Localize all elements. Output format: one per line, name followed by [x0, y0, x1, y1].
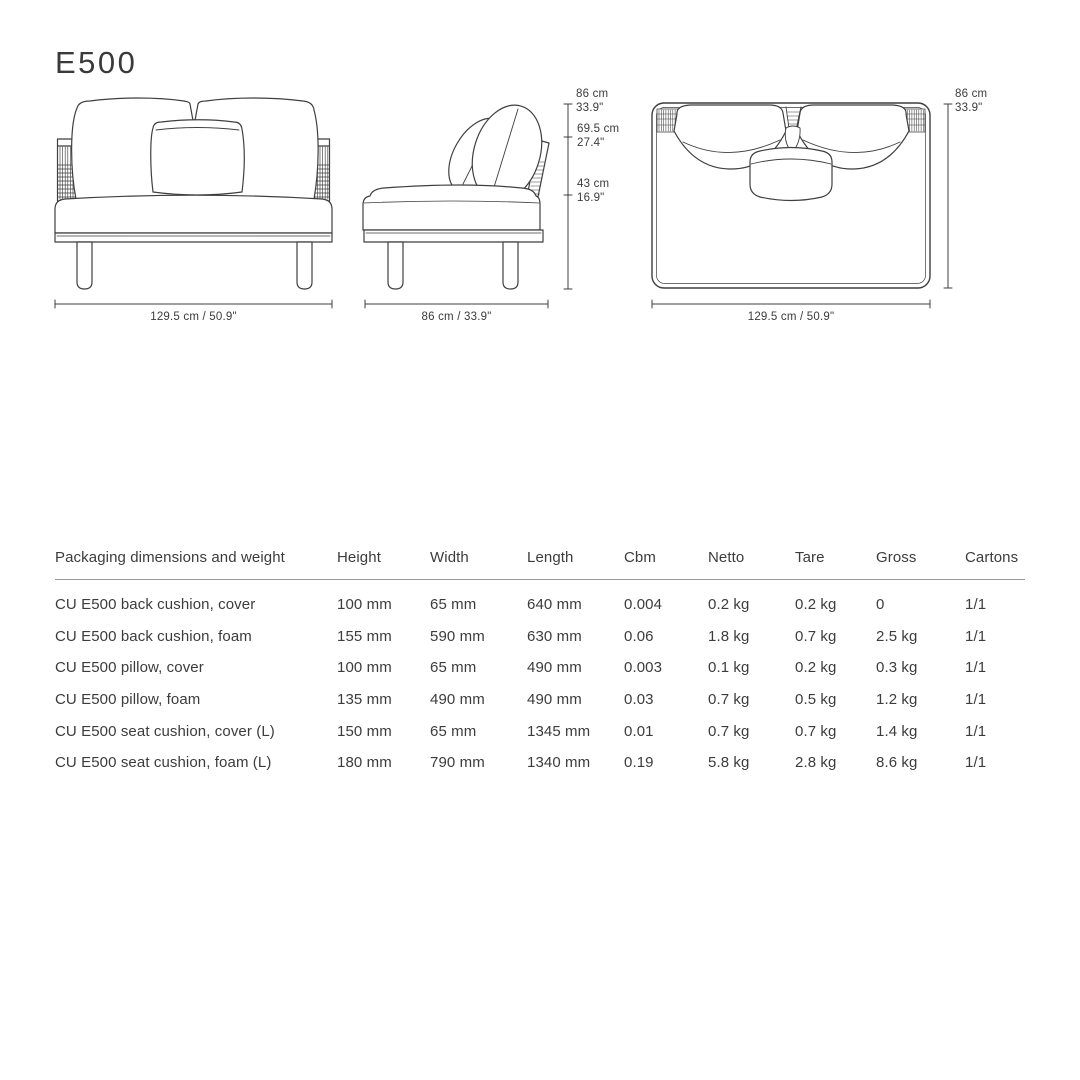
table-row: [55, 747, 1025, 779]
side-height-label-total-cm: 86 cm: [576, 88, 609, 100]
side-height-label-total-inch: 33.9": [576, 101, 604, 114]
table-cell: CU E500 seat cushion, foam (L): [55, 754, 272, 772]
table-cell: 0.5 kg: [795, 691, 837, 709]
table-cell: 2.8 kg: [795, 754, 837, 772]
table-cell: 1.4 kg: [876, 722, 918, 740]
top-width-label: 129.5 cm / 50.9": [747, 311, 835, 323]
table-row: [55, 621, 1025, 653]
table-cell: 0.2 kg: [795, 596, 837, 614]
table-cell: 1/1: [965, 627, 987, 645]
table-cell: CU E500 back cushion, cover: [55, 596, 256, 614]
table-row: [55, 589, 1025, 621]
table-cell: 0: [876, 596, 885, 614]
table-cell: 65 mm: [430, 659, 477, 677]
product-drawings: [0, 0, 1080, 345]
top-depth-label-inch: 33.9": [955, 101, 983, 114]
table-row: [55, 652, 1025, 684]
table-row: [55, 684, 1025, 716]
table-cell: 135 mm: [337, 691, 392, 709]
table-cell: 100 mm: [337, 659, 392, 677]
side-height-label-seat-inch: 16.9": [577, 191, 605, 204]
table-cell: 0.004: [624, 596, 663, 614]
table-cell: 0.7 kg: [708, 691, 750, 709]
table-header-cell: Tare: [795, 549, 825, 566]
table-row: [55, 715, 1025, 747]
table-cell: 2.5 kg: [876, 627, 918, 645]
table-cell: 0.7 kg: [795, 722, 837, 740]
packaging-table-body: [55, 580, 1025, 779]
table-cell: 0.03: [624, 691, 654, 709]
table-cell: 490 mm: [430, 691, 485, 709]
table-header-cell: Packaging dimensions and weight: [55, 549, 285, 566]
table-cell: CU E500 back cushion, foam: [55, 627, 252, 645]
side-height-label-back: [577, 123, 619, 150]
table-cell: 65 mm: [430, 722, 477, 740]
table-cell: 100 mm: [337, 596, 392, 614]
table-header-cell: Gross: [876, 549, 917, 566]
table-cell: 180 mm: [337, 754, 392, 772]
table-cell: 640 mm: [527, 596, 582, 614]
table-cell: CU E500 pillow, cover: [55, 659, 204, 677]
table-cell: 0.7 kg: [708, 722, 750, 740]
front-view-drawing: [55, 98, 332, 308]
table-header-cell: Width: [430, 549, 469, 566]
table-cell: 0.06: [624, 627, 654, 645]
front-width-label: 129.5 cm / 50.9": [150, 311, 237, 323]
table-cell: 0.19: [624, 754, 654, 772]
table-cell: 1/1: [965, 722, 987, 740]
side-height-label-seat-cm: 43 cm: [577, 178, 610, 190]
side-height-label-seat: [577, 178, 609, 205]
table-cell: 1.2 kg: [876, 691, 918, 709]
table-cell: 1340 mm: [527, 754, 591, 772]
side-width-dimension-line: [365, 300, 548, 308]
table-cell: 0.2 kg: [708, 596, 750, 614]
table-cell: 1/1: [965, 754, 987, 772]
packaging-table-header: [55, 549, 1025, 580]
table-cell: 1345 mm: [527, 722, 591, 740]
top-depth-label-cm: 86 cm: [955, 88, 988, 100]
packaging-table: [55, 549, 1025, 779]
table-cell: 155 mm: [337, 627, 392, 645]
top-depth-dimension-line: [944, 104, 952, 288]
table-header-cell: Netto: [708, 549, 745, 566]
table-cell: 0.003: [624, 659, 663, 677]
table-cell: 0.01: [624, 722, 654, 740]
table-cell: 0.7 kg: [795, 627, 837, 645]
table-cell: 490 mm: [527, 691, 582, 709]
table-header-cell: Cbm: [624, 549, 656, 566]
table-cell: 65 mm: [430, 596, 477, 614]
table-cell: 490 mm: [527, 659, 582, 677]
table-cell: 0.3 kg: [876, 659, 918, 677]
table-header-cell: Height: [337, 549, 381, 566]
table-cell: 1/1: [965, 691, 987, 709]
side-height-label-total: [576, 88, 608, 115]
table-cell: 790 mm: [430, 754, 485, 772]
side-view-drawing: [363, 96, 572, 308]
table-header-cell: Length: [527, 549, 574, 566]
table-cell: 0.2 kg: [795, 659, 837, 677]
side-height-label-back-inch: 27.4": [577, 136, 605, 149]
table-cell: CU E500 pillow, foam: [55, 691, 201, 709]
top-width-dimension-line: [652, 300, 930, 308]
page-title: E500: [55, 45, 138, 80]
table-cell: 1/1: [965, 659, 987, 677]
table-cell: 630 mm: [527, 627, 582, 645]
table-cell: 8.6 kg: [876, 754, 918, 772]
table-cell: 1.8 kg: [708, 627, 750, 645]
side-height-label-back-cm: 69.5 cm: [577, 123, 620, 135]
table-cell: 590 mm: [430, 627, 485, 645]
side-width-label: 86 cm / 33.9": [421, 311, 492, 323]
table-cell: 5.8 kg: [708, 754, 750, 772]
table-cell: CU E500 seat cushion, cover (L): [55, 722, 275, 740]
table-cell: 1/1: [965, 596, 987, 614]
table-cell: 0.1 kg: [708, 659, 750, 677]
top-view-drawing: [652, 103, 952, 308]
table-header-cell: Cartons: [965, 549, 1019, 566]
side-height-dimension-line: [564, 104, 572, 289]
table-cell: 150 mm: [337, 722, 392, 740]
top-depth-label: [955, 88, 987, 115]
front-width-dimension-line: [55, 300, 332, 308]
